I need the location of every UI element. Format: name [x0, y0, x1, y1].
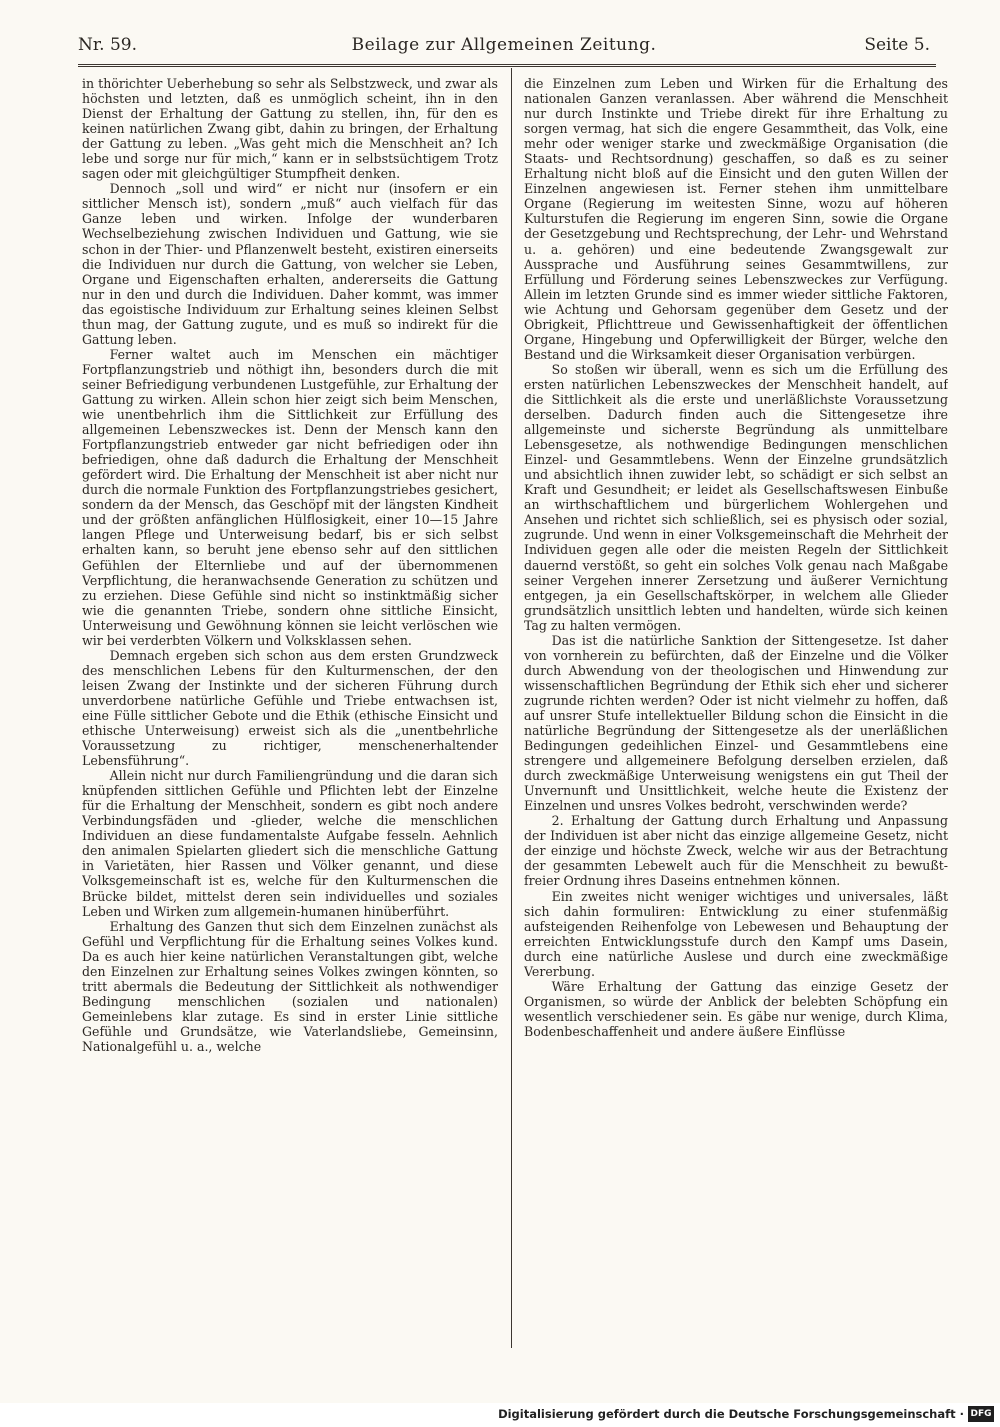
paragraph: Erhaltung des Ganzen thut sich dem Einzelnen zunächst als Gefühl und Verpflichtung für die Erhaltung seines Volkes kund. Da es auch hier keine natürlichen Veranstaltungen gibt, welche den Einzelnen zur Erhaltung seines Volkes zwingen könnten, so tritt abermals die Bedeutung der Sittlichkeit als nothwendiger Bedingung menschlichen (sozialen und nationalen) Gemeinlebens klar zutage. Es sind in erster Linie sittliche Gefühle und Grundsätze, wie Vaterlandsliebe, Gemeinsinn, Nationalgefühl u. a., welche	[82, 918, 498, 1054]
publication-title: Beilage zur Allgemeinen Zeitung.	[351, 35, 657, 55]
footer-credit: Digitalisierung gefördert durch die Deutsche Forschungsgemeinschaft ·	[498, 1407, 964, 1421]
issue-number: Nr. 59.	[78, 35, 137, 55]
header-rule	[78, 64, 936, 67]
paragraph: Ferner waltet auch im Menschen ein mächtiger Fortpflanzungstrieb und nöthigt ihn, besonders durch die mit seiner Befriedigung verbundenen Lustgefühle, zur Erhaltung der Gattung zu wirken. Allein schon hier zeigt sich beim Menschen, wie unentbehrlich ihm die Sittlichkeit zur Erfüllung des allgemeinen Lebenszweckes ist. Denn der Mensch kann den Fortpflanzungstrieb entweder gar nicht befriedigen oder ihn befriedigen, ohne daß dadurch die Erhaltung der Menschheit gefördert wird. Die Erhaltung der Menschheit ist aber nicht nur durch die normale Funktion des Fortpflanzungstriebes gesichert, sondern da der Mensch, das Geschöpf mit der längsten Kindheit und der größten anfänglichen Hülflosigkeit, einer 10—15 Jahre langen Pflege und Unterweisung bedarf, bis er sich selbst erhalten kann, so beruht jene ebenso sehr auf den sittlichen Gefühlen der Elternliebe und auf der übernommenen Verpflichtung, die heranwachsende Generation zu schützen und zu erziehen. Diese Gefühle sind nicht so instinktmäßig sicher wie die genannten Triebe, sondern ohne sittliche Einsicht, Unterweisung und Gewöhnung können sie leicht verlöschen wie wir bei verderbten Völkern und Volksklassen sehen.	[82, 346, 498, 648]
paragraph: So stoßen wir überall, wenn es sich um die Erfüllung des ersten natürlichen Lebenszweckes der Menschheit handelt, auf die Sittlichkeit als die erste und unerläßlichste Voraussetzung derselben. Dadurch finden auch die Sittengesetze ihre allgemeinste und sicherste Begründung als unmittelbare Lebensgesetze, als nothwendige Bedingungen menschlichen Einzel- und Gesammtlebens. Wenn der Einzelne grundsätzlich und absichtlich ihnen zuwider lebt, so schädigt er sich selbst an Kraft und Gesundheit; er leidet als Gesellschaftswesen Einbuße an wirthschaftlichem und bürgerlichem Wohlergehen und Ansehen und richtet sich schließlich, sei es physisch oder sozial, zugrunde. Und wenn in einer Volksgemeinschaft die Mehrheit der Individuen gegen alle oder die meisten Regeln der Sittlichkeit dauernd verstößt, so geht ein solches Volk genau nach Maßgabe seiner Vergehen innerer Zersetzung und äußerer Vernichtung entgegen, ja ein Gesellschaftskörper, in welchem alle Glieder grundsätzlich unsittlich lebten und handelten, würde sich keinen Tag zu halten vermögen.	[524, 361, 948, 633]
page-header	[78, 30, 930, 60]
paragraph: Ein zweites nicht weniger wichtiges und universales, läßt sich dahin formuliren: Entwicklung zu einer stufenmäßig aufsteigenden Reihenfolge von Lebewesen und Behauptung der erreichten Entwicklungsstufe durch den Kampf ums Dasein, durch eine natürliche Auslese und durch eine zweckmäßige Vererbung.	[524, 888, 948, 979]
dfg-logo-icon: DFG	[968, 1406, 994, 1422]
page-number: Seite 5.	[864, 35, 930, 55]
paragraph: die Einzelnen zum Leben und Wirken für die Erhaltung des nationalen Ganzen veranlassen. Aber während die Menschheit nur durch Instinkte und Triebe direkt für ihre Erhaltung zu sorgen vermag, hat sich die engere Gesammtheit, das Volk, eine mehr oder weniger starke und zweckmäßige Organisation (die Staats- und Rechtsordnung) geschaffen, so daß es zu seiner Erhaltung nicht bloß auf die Einsicht und den guten Willen der Einzelnen angewiesen ist. Ferner stehen ihm unmittelbare Organe (Regierung im weitesten Sinne, wozu auf höheren Kulturstufen die Regierung im engeren Sinn, sowie die Organe der Gesetzgebung und Rechtsprechung, der Lehr- und Wehrstand u. a. gehören) und eine bedeutende Zwangsgewalt zur Aussprache und Ausführung seines Gesammtwillens, zur Erfüllung und Förderung seines Lebenszweckes zur Verfügung. Allein im letzten Grunde sind es immer wieder sittliche Faktoren, wie Achtung und Gehorsam gegenüber dem Gesetz und der Obrigkeit, Pflichttreue und Gewissenhaftigkeit der öffentlichen Organe, Hingebung und Opferwilligkeit der Bürger, welche den Bestand und die Wirksamkeit dieser Organisation verbürgen.	[524, 76, 948, 362]
paragraph: Allein nicht nur durch Familiengründung und die daran sich knüpfenden sittlichen Gefühle und Pflichten lebt der Einzelne für die Erhaltung der Menschheit, sondern es gibt noch andere Verbindungsfäden und -glieder, welche die menschlichen Individuen an diese fundamentalste Aufgabe fesseln. Aehnlich den animalen Spielarten gliedert sich die menschliche Gattung in Varietäten, hier Rassen und Völker genannt, und diese Volksgemeinschaft ist es, welche für den Kulturmenschen die Brücke bildet, mittelst deren sein individuelles und soziales Leben und Wirken zum allgemein-humanen hinüberführt.	[82, 768, 498, 919]
paragraph: Wäre Erhaltung der Gattung das einzige Gesetz der Organismen, so würde der Anblick der belebten Schöpfung ein wesentlich verschiedener sein. Es gäbe nur wenige, durch Klima, Bodenbeschaffenheit und andere äußere Einflüsse	[524, 978, 948, 1039]
right-column	[524, 76, 948, 1344]
paragraph: Dennoch „soll und wird“ er nicht nur (insofern er ein sittlicher Mensch ist), sondern „muß“ auch vielfach für das Ganze leben und wirken. Infolge der wunderbaren Wechselbeziehung zwischen Individuen und Gattung, wie sie schon in der Thier- und Pflanzenwelt besteht, existiren einerseits die Individuen nur durch die Gattung, von welcher sie Leben, Organe und Eigenschaften erhalten, andererseits die Gattung nur in den und durch die Individuen. Daher kommt, was immer das egoistische Individuum zur Erhaltung seines kleinen Selbst thun mag, der Gattung zugute, und es muß so indirekt für die Gattung leben.	[82, 181, 498, 347]
column-divider	[511, 68, 512, 1348]
digitization-footer	[0, 1403, 1000, 1427]
left-column	[82, 76, 498, 1344]
paragraph: Demnach ergeben sich schon aus dem ersten Grundzweck des menschlichen Lebens für den Kulturmenschen, der den leisen Zwang der Instinkte und der sicheren Führung durch unverdorbene natürliche Gefühle und Triebe entwachsen ist, eine Fülle sittlicher Gebote und die Ethik (ethische Einsicht und ethische Unterweisung) erweist sich als die „unentbehrliche Voraussetzung zu richtiger, menschenerhaltender Lebensführung“.	[82, 647, 498, 769]
paragraph: 2. Erhaltung der Gattung durch Erhaltung und Anpassung der Individuen ist aber nicht das einzige allgemeine Gesetz, nicht der einzige und höchste Zweck, welche wir aus der Betrachtung der gesammten Lebewelt auch für die Menschheit zu bewußt-freier Ordnung ihres Daseins entnehmen können.	[524, 813, 948, 889]
paragraph: Das ist die natürliche Sanktion der Sittengesetze. Ist daher von vornherein zu befürchten, daß der Einzelne und die Völker durch Abwendung von der theologischen und Hinwendung zur wissenschaftlichen Begründung der Ethik sich eher und sicherer zugrunde richten werden? Oder ist nicht vielmehr zu hoffen, daß auf unsrer Stufe intellektueller Bildung schon die Einsicht in die natürliche Begründung der Sittengesetze als der unerläßlichen Bedingungen gedeihlichen Einzel- und Gesammtlebens eine strengere und allgemeinere Befolgung derselben erzielen, daß durch zweckmäßige Unterweisung wenigstens ein gut Theil der Unvernunft und Unsittlichkeit, welche heute die Existenz der Einzelnen und unsres Volkes bedroht, verschwinden werde?	[524, 632, 948, 814]
paragraph: in thörichter Ueberhebung so sehr als Selbstzweck, und zwar als höchsten und letzten, daß es unmöglich scheint, ihn in den Dienst der Erhaltung der Gattung zu stellen, ihn, für den es keinen natürlichen Zwang gibt, dahin zu bringen, der Erhaltung der Gattung zu leben. „Was geht mich die Menschheit an? Ich lebe und sorge nur für mich,“ kann er in selbstsüchtigem Trotz sagen oder mit gleichgültiger Stumpfheit denken.	[82, 76, 498, 182]
